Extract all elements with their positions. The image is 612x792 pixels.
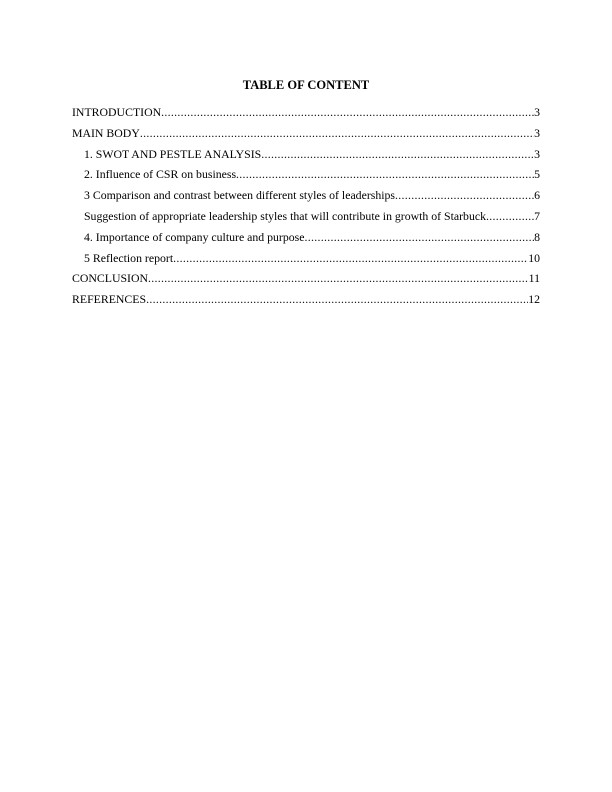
toc-entry-page-number[interactable]: 3 [534,146,540,161]
toc-dot-leader [140,123,534,144]
toc-entry-page-number[interactable]: 6 [534,188,540,203]
toc-entry-conclusion[interactable] [72,268,540,289]
toc-entry-page-number[interactable]: 7 [534,208,540,223]
toc-entry-text[interactable]: Suggestion of appropriate leadership styles that will contribute in growth of Starbuck [84,208,486,223]
toc-entry-page-number[interactable]: 3 [534,125,540,140]
toc-entry-page-number[interactable]: 10 [528,250,540,265]
toc-dot-leader [261,144,534,165]
toc-entry-page-number[interactable]: 12 [528,292,540,307]
toc-entry-text[interactable]: REFERENCES [72,292,147,307]
toc-entry-csr-influence[interactable] [72,164,540,185]
toc-dot-leader [304,227,534,248]
toc-entry-page-number[interactable]: 3 [534,105,540,119]
toc-entry-leadership-comparison[interactable] [72,185,540,206]
toc-title: TABLE OF CONTENT [242,78,370,92]
toc-entry-introduction[interactable] [72,102,540,123]
toc-dot-leader [148,268,529,289]
toc-entry-text[interactable]: 5 Reflection report [84,250,174,265]
toc-entry-references[interactable] [72,289,540,310]
toc-entry-text[interactable]: INTRODUCTION [72,105,162,119]
toc-entry-swot-pestle[interactable] [72,144,540,165]
toc-entry-page-number[interactable]: 8 [534,229,540,244]
toc-list [72,102,540,310]
toc-entry-text[interactable]: MAIN BODY [72,125,140,140]
toc-dot-leader [236,164,534,185]
toc-entry-page-number[interactable]: 11 [528,271,540,286]
toc-entry-company-culture[interactable] [72,227,540,248]
toc-entry-leadership-suggestion[interactable] [72,206,540,227]
toc-entry-reflection-report[interactable] [72,248,540,269]
toc-entry-text[interactable]: 2. Influence of CSR on business [84,167,237,182]
toc-dot-leader [395,185,534,206]
toc-entry-text[interactable]: CONCLUSION [72,271,149,286]
toc-entry-main-body[interactable] [72,123,540,144]
toc-entry-text[interactable]: 3 Comparison and contrast between different styles of leaderships [84,188,396,203]
toc-dot-leader [173,248,528,269]
toc-entry-page-number[interactable]: 5 [534,167,540,182]
toc-dot-leader [146,289,528,310]
toc-entry-text[interactable]: 1. SWOT AND PESTLE ANALYSIS [84,146,262,161]
toc-dot-leader [161,102,534,123]
toc-dot-leader [486,206,534,227]
toc-entry-text[interactable]: 4. Importance of company culture and purpose [84,229,305,244]
